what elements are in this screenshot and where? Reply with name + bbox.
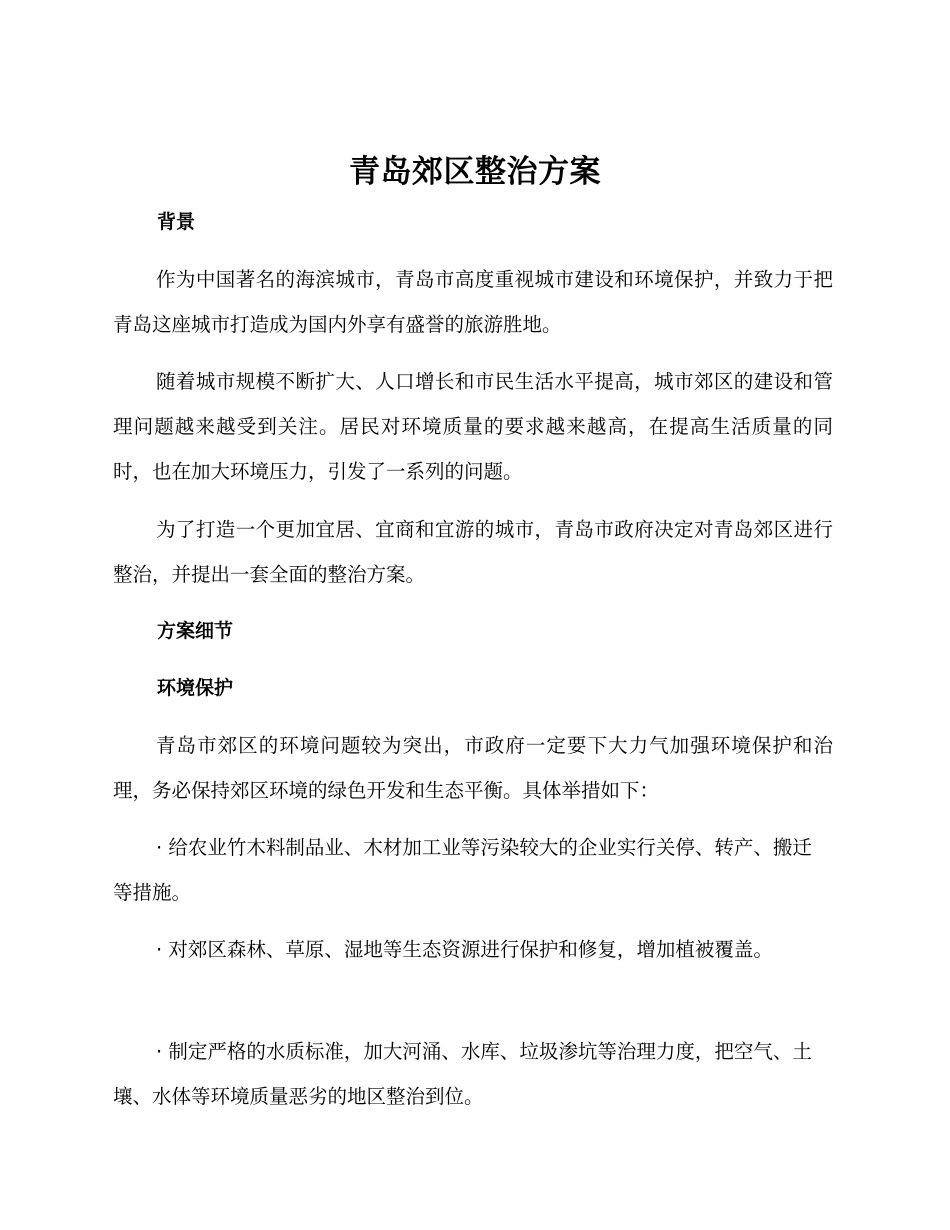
document-title: 青岛郊区整治方案 xyxy=(349,154,601,190)
section-heading-background: 背景 xyxy=(157,211,196,233)
paragraph-environment-intro: 青岛市郊区的环境问题较为突出，市政府一定要下大力气加强环境保护和治理，务必保持郊区环境的绿色开发和生态平衡。具体举措如下： xyxy=(113,734,833,802)
bullet-item-1: · 给农业竹木料制品业、木材加工业等污染较大的企业实行关停、转产、搬迁等措施。 xyxy=(113,836,812,904)
paragraph-background-2: 随着城市规模不断扩大、人口增长和市民生活水平提高，城市郊区的建设和管理问题越来越受到关注。居民对环境质量的要求越来越高，在提高生活质量的同时，也在加大环境压力，引发了一系列的问题。 xyxy=(113,370,833,483)
section-heading-plan-details: 方案细节 xyxy=(157,620,234,642)
bullet-item-2: · 对郊区森林、草原、湿地等生态资源进行保护和修复，增加植被覆盖。 xyxy=(156,938,773,961)
paragraph-background-1: 作为中国著名的海滨城市，青岛市高度重视城市建设和环境保护，并致力于把青岛这座城市打造成为国内外享有盛誉的旅游胜地。 xyxy=(113,268,833,336)
paragraph-background-3: 为了打造一个更加宜居、宜商和宜游的城市，青岛市政府决定对青岛郊区进行整治，并提出一套全面的整治方案。 xyxy=(113,518,833,586)
section-heading-environment: 环境保护 xyxy=(157,677,234,699)
bullet-item-3: · 制定严格的水质标准，加大河涌、水库、垃圾渗坑等治理力度，把空气、土壤、水体等环境质量恶劣的地区整治到位。 xyxy=(113,1040,812,1108)
